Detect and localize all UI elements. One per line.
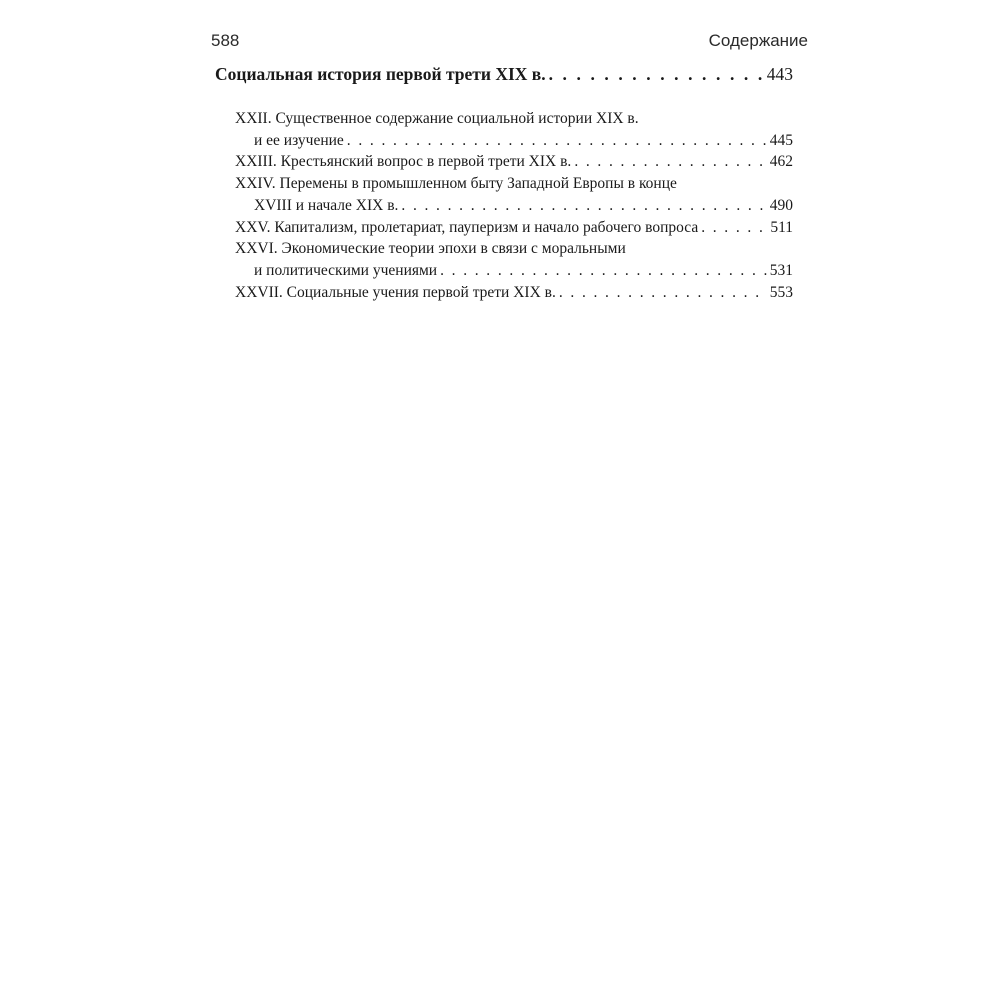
toc-entry-line [235, 151, 793, 173]
toc-entry-line [235, 282, 793, 304]
toc-entry-xxiii [235, 151, 793, 173]
part-page-number: 443 [766, 64, 793, 84]
toc-part-heading [215, 64, 793, 85]
running-head [211, 31, 808, 57]
chapter-title: XXIV. Перемены в промышленном быту Западной Европы в конце [235, 175, 677, 193]
toc-chapter-list [235, 108, 793, 303]
dot-leader [347, 130, 767, 152]
toc-entry-line [235, 217, 793, 239]
toc-entry-line [235, 173, 793, 195]
toc-entry-line [235, 130, 793, 152]
chapter-page-number: 511 [770, 218, 793, 236]
chapter-page-number: 553 [769, 283, 793, 301]
toc-entry-line [235, 108, 793, 130]
toc-entry-line [235, 260, 793, 282]
toc-entry-xxvii [235, 282, 793, 304]
dot-leader [440, 260, 767, 282]
toc-entry-xxii [235, 108, 793, 151]
chapter-page-number: 462 [769, 153, 793, 171]
chapter-title: XXV. Капитализм, пролетариат, пауперизм и начало рабочего вопроса [235, 218, 699, 236]
chapter-title: XXII. Существенное содержание социальной истории XIX в. [235, 110, 639, 127]
toc-entry-xxv [235, 217, 793, 239]
chapter-title: XXVII. Социальные учения первой трети XIX в. [235, 283, 556, 301]
toc-entry-line [235, 238, 793, 260]
chapter-title: XXIII. Крестьянский вопрос в первой трети XIX в. [235, 153, 572, 171]
dot-leader [549, 64, 764, 85]
part-title: Социальная история первой трети XIX в. [215, 64, 546, 84]
toc-entry-xxvi [235, 238, 793, 281]
page-number: 588 [211, 31, 240, 50]
chapter-title: XXVI. Экономические теории эпохи в связи с моральными [235, 240, 626, 258]
toc-entry-xxiv [235, 173, 793, 216]
chapter-title-continuation: и политическими учениями [254, 261, 438, 279]
dot-leader [701, 217, 767, 239]
dot-leader [574, 151, 766, 173]
chapter-page-number: 531 [769, 261, 793, 279]
section-title: Содержание [708, 31, 808, 50]
dot-leader [559, 282, 767, 304]
chapter-title-continuation: XVIII и начале XIX в. [254, 196, 399, 214]
dot-leader [401, 195, 766, 217]
chapter-title-continuation: и ее изучение [254, 131, 344, 149]
toc-entry-line [235, 195, 793, 217]
chapter-page-number: 490 [769, 196, 793, 214]
chapter-page-number: 445 [769, 131, 793, 149]
